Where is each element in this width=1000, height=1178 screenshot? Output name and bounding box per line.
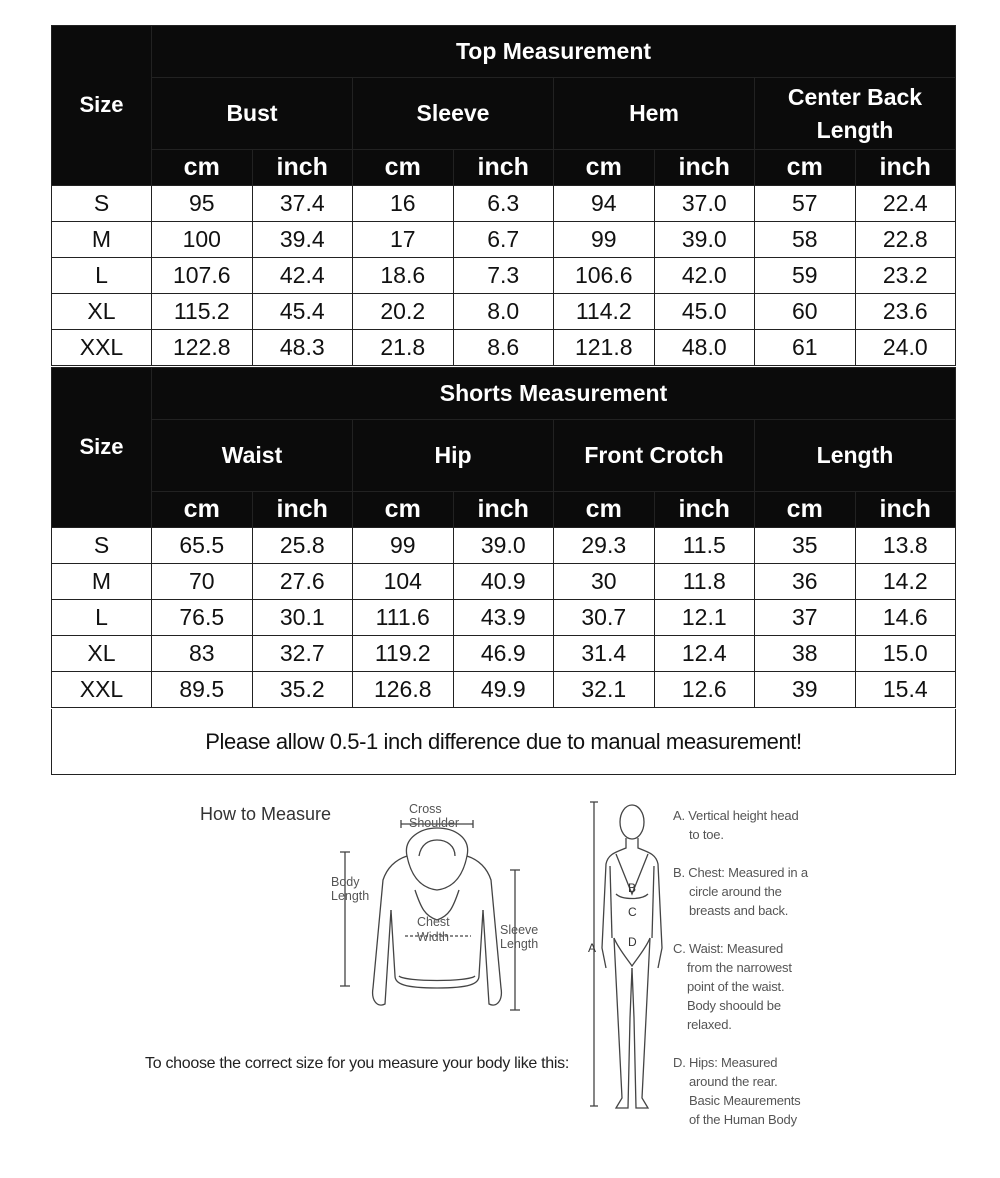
- unit-header: inch: [453, 150, 554, 186]
- value-cell: 111.6: [353, 600, 454, 636]
- size-cell: L: [52, 258, 152, 294]
- value-cell: 37.0: [654, 186, 755, 222]
- table-row: [52, 330, 956, 366]
- unit-header: cm: [554, 492, 655, 528]
- value-cell: 6.7: [453, 222, 554, 258]
- note-line: B. Chest: Measured in a: [673, 865, 808, 880]
- note-line: C. Waist: Measured: [673, 941, 784, 956]
- value-cell: 58: [755, 222, 856, 258]
- unit-header: cm: [152, 150, 253, 186]
- value-cell: 35.2: [252, 672, 353, 708]
- body-figure-illustration: [588, 798, 668, 1116]
- unit-header: inch: [654, 150, 755, 186]
- table-row: [52, 294, 956, 330]
- measure-note-d: [673, 1053, 800, 1129]
- shorts-measurement-table: [51, 367, 956, 708]
- unit-header: inch: [252, 150, 353, 186]
- value-cell: 106.6: [554, 258, 655, 294]
- table-row: [52, 186, 956, 222]
- value-cell: 57: [755, 186, 856, 222]
- unit-header: cm: [755, 150, 856, 186]
- value-cell: 24.0: [855, 330, 956, 366]
- value-cell: 45.0: [654, 294, 755, 330]
- value-cell: 37.4: [252, 186, 353, 222]
- group-header: Sleeve: [353, 78, 554, 150]
- value-cell: 29.3: [554, 528, 655, 564]
- sleeve-length-label: Sleeve: [500, 923, 539, 937]
- value-cell: 46.9: [453, 636, 554, 672]
- unit-row: [52, 492, 956, 528]
- value-cell: 61: [755, 330, 856, 366]
- unit-header: inch: [855, 492, 956, 528]
- note-line: circle around the: [689, 884, 782, 899]
- value-cell: 7.3: [453, 258, 554, 294]
- table-title: Shorts Measurement: [152, 368, 956, 420]
- value-cell: 12.4: [654, 636, 755, 672]
- cross-shoulder-label: Shoulder: [409, 816, 460, 830]
- value-cell: 23.6: [855, 294, 956, 330]
- value-cell: 39.0: [654, 222, 755, 258]
- size-cell: XXL: [52, 330, 152, 366]
- note-line: to toe.: [689, 827, 724, 842]
- chest-width-label: Chest: [417, 915, 450, 929]
- value-cell: 20.2: [353, 294, 454, 330]
- chest-width-label: Width: [417, 930, 449, 944]
- table-row: [52, 600, 956, 636]
- size-cell: M: [52, 564, 152, 600]
- group-header: Waist: [152, 420, 353, 492]
- measure-note-a: [673, 806, 799, 844]
- value-cell: 30: [554, 564, 655, 600]
- value-cell: 12.1: [654, 600, 755, 636]
- value-cell: 95: [152, 186, 253, 222]
- value-cell: 121.8: [554, 330, 655, 366]
- value-cell: 11.5: [654, 528, 755, 564]
- value-cell: 13.8: [855, 528, 956, 564]
- marker-d: D: [628, 935, 637, 949]
- value-cell: 25.8: [252, 528, 353, 564]
- value-cell: 45.4: [252, 294, 353, 330]
- value-cell: 22.4: [855, 186, 956, 222]
- value-cell: 14.6: [855, 600, 956, 636]
- value-cell: 83: [152, 636, 253, 672]
- value-cell: 17: [353, 222, 454, 258]
- size-cell: M: [52, 222, 152, 258]
- marker-c: C: [628, 905, 637, 919]
- size-header: Size: [52, 368, 152, 528]
- note-line: breasts and back.: [689, 903, 789, 918]
- value-cell: 38: [755, 636, 856, 672]
- marker-a: A: [588, 941, 597, 955]
- value-cell: 114.2: [554, 294, 655, 330]
- group-header: Hem: [554, 78, 755, 150]
- value-cell: 30.7: [554, 600, 655, 636]
- how-to-measure-title: How to Measure: [200, 804, 332, 824]
- unit-header: cm: [353, 150, 454, 186]
- value-cell: 6.3: [453, 186, 554, 222]
- size-cell: L: [52, 600, 152, 636]
- body-length-label: Body: [331, 875, 360, 889]
- value-cell: 22.8: [855, 222, 956, 258]
- note-line: Basic Meaurements: [689, 1093, 801, 1108]
- value-cell: 126.8: [353, 672, 454, 708]
- marker-b: B: [628, 881, 637, 895]
- table-title: Top Measurement: [152, 26, 956, 78]
- value-cell: 59: [755, 258, 856, 294]
- size-cell: XL: [52, 636, 152, 672]
- value-cell: 36: [755, 564, 856, 600]
- value-cell: 104: [353, 564, 454, 600]
- table-row: [52, 222, 956, 258]
- value-cell: 107.6: [152, 258, 253, 294]
- value-cell: 94: [554, 186, 655, 222]
- value-cell: 16: [353, 186, 454, 222]
- top-measurement-table: [51, 25, 956, 366]
- measure-note-b: [673, 863, 808, 920]
- group-header: Hip: [353, 420, 554, 492]
- value-cell: 27.6: [252, 564, 353, 600]
- value-cell: 99: [554, 222, 655, 258]
- note-line: point of the waist.: [687, 979, 785, 994]
- value-cell: 115.2: [152, 294, 253, 330]
- value-cell: 43.9: [453, 600, 554, 636]
- cross-shoulder-label: Cross: [409, 802, 442, 816]
- note-line: from the narrowest: [687, 960, 792, 975]
- note-line: Body shoould be: [687, 998, 781, 1013]
- size-cell: S: [52, 528, 152, 564]
- size-cell: XXL: [52, 672, 152, 708]
- value-cell: 15.4: [855, 672, 956, 708]
- note-line: A. Vertical height head: [673, 808, 799, 823]
- table-row: [52, 636, 956, 672]
- garment-measure-illustration: [325, 798, 555, 1028]
- value-cell: 14.2: [855, 564, 956, 600]
- value-cell: 37: [755, 600, 856, 636]
- value-cell: 35: [755, 528, 856, 564]
- group-header: Front Crotch: [554, 420, 755, 492]
- unit-header: inch: [654, 492, 755, 528]
- note-line: around the rear.: [689, 1074, 778, 1089]
- value-cell: 49.9: [453, 672, 554, 708]
- choose-size-instruction: To choose the correct size for you measure your body like this:: [145, 1055, 569, 1072]
- group-header: Center Back Length: [755, 78, 956, 150]
- value-cell: 8.0: [453, 294, 554, 330]
- value-cell: 11.8: [654, 564, 755, 600]
- value-cell: 18.6: [353, 258, 454, 294]
- body-length-label: Length: [331, 889, 370, 903]
- value-cell: 32.7: [252, 636, 353, 672]
- note-line: D. Hips: Measured: [673, 1055, 778, 1070]
- value-cell: 15.0: [855, 636, 956, 672]
- unit-row: [52, 150, 956, 186]
- size-header: Size: [52, 26, 152, 186]
- table-row: [52, 258, 956, 294]
- table-row: [52, 564, 956, 600]
- value-cell: 30.1: [252, 600, 353, 636]
- value-cell: 39.4: [252, 222, 353, 258]
- sleeve-length-label: Length: [500, 937, 539, 951]
- value-cell: 39: [755, 672, 856, 708]
- group-header: Bust: [152, 78, 353, 150]
- value-cell: 32.1: [554, 672, 655, 708]
- value-cell: 40.9: [453, 564, 554, 600]
- unit-header: cm: [152, 492, 253, 528]
- unit-header: inch: [453, 492, 554, 528]
- value-cell: 76.5: [152, 600, 253, 636]
- value-cell: 8.6: [453, 330, 554, 366]
- size-cell: S: [52, 186, 152, 222]
- value-cell: 99: [353, 528, 454, 564]
- note-line: of the Human Body: [689, 1112, 797, 1127]
- value-cell: 70: [152, 564, 253, 600]
- table-row: [52, 672, 956, 708]
- value-cell: 48.3: [252, 330, 353, 366]
- unit-header: cm: [755, 492, 856, 528]
- value-cell: 42.4: [252, 258, 353, 294]
- unit-header: inch: [855, 150, 956, 186]
- value-cell: 65.5: [152, 528, 253, 564]
- table-row: [52, 528, 956, 564]
- unit-header: inch: [252, 492, 353, 528]
- unit-header: cm: [554, 150, 655, 186]
- group-header: Length: [755, 420, 956, 492]
- value-cell: 12.6: [654, 672, 755, 708]
- size-cell: XL: [52, 294, 152, 330]
- unit-header: cm: [353, 492, 454, 528]
- measurement-note: Please allow 0.5-1 inch difference due to manual measurement!: [51, 709, 956, 775]
- value-cell: 48.0: [654, 330, 755, 366]
- value-cell: 42.0: [654, 258, 755, 294]
- note-line: relaxed.: [687, 1017, 732, 1032]
- value-cell: 122.8: [152, 330, 253, 366]
- value-cell: 39.0: [453, 528, 554, 564]
- value-cell: 23.2: [855, 258, 956, 294]
- measure-note-c: [673, 939, 792, 1034]
- value-cell: 119.2: [353, 636, 454, 672]
- value-cell: 21.8: [353, 330, 454, 366]
- value-cell: 60: [755, 294, 856, 330]
- value-cell: 89.5: [152, 672, 253, 708]
- value-cell: 31.4: [554, 636, 655, 672]
- value-cell: 100: [152, 222, 253, 258]
